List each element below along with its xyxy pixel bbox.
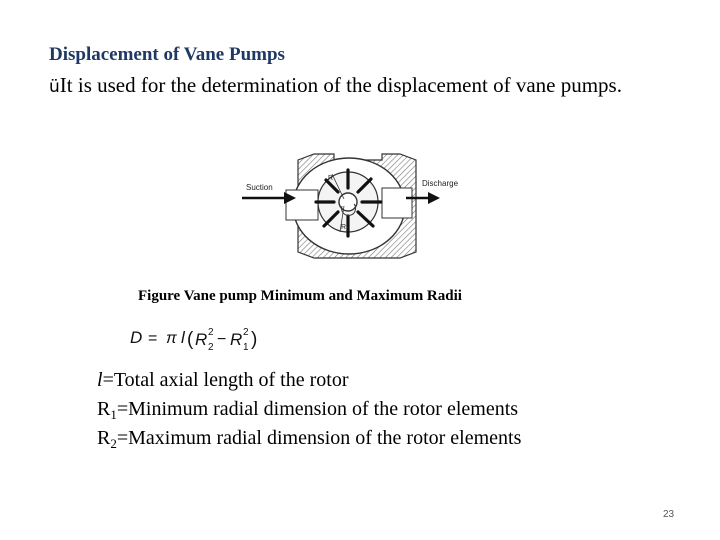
figure-caption: Figure Vane pump Minimum and Maximum Radii [138, 288, 462, 304]
bullet-point [49, 71, 689, 101]
formula-r2-exp: 2 [208, 327, 214, 338]
r1-symbol: R [97, 398, 111, 420]
displacement-formula [128, 323, 278, 353]
definition-r2 [97, 424, 521, 453]
checkmark-bullet-icon: ü [49, 77, 60, 97]
r2-definition-text: =Maximum radial dimension of the rotor elements [116, 427, 522, 449]
definition-l [97, 366, 521, 395]
l-symbol: l [97, 369, 103, 391]
formula-r2: R [195, 330, 208, 349]
l-definition-text: =Total axial length of the rotor [102, 369, 349, 391]
formula-lhs: D [130, 328, 143, 347]
bullet-text: It is used for the determination of the displacement of vane pumps. [59, 73, 622, 97]
r1-subscript: 1 [110, 407, 117, 422]
r2-label: $R_2$ [341, 224, 349, 233]
formula-pi: π [166, 330, 177, 347]
definition-r1 [97, 395, 521, 424]
discharge-port [382, 188, 412, 218]
formula-open-paren: ( [187, 329, 194, 350]
slide-title: Displacement of Vane Pumps [49, 44, 285, 65]
formula-r1: R [230, 330, 243, 349]
formula-equals: = [148, 330, 158, 347]
discharge-arrowhead-icon [428, 192, 440, 204]
formula-minus: − [217, 331, 227, 348]
r2-symbol: R [97, 427, 111, 449]
vane-pump-diagram [236, 152, 468, 260]
page-number: 23 [663, 509, 675, 520]
suction-label: Suction [246, 183, 273, 192]
discharge-label: Discharge [422, 179, 459, 188]
formula-r1-sub: 1 [243, 342, 249, 353]
r1-label: R [328, 175, 334, 182]
formula-r1-exp: 2 [243, 327, 249, 338]
formula-r2-sub: 2 [208, 342, 214, 353]
formula-l: l [181, 328, 185, 347]
formula-close-paren: ) [251, 329, 258, 350]
suction-port [286, 190, 318, 220]
r1-definition-text: =Minimum radial dimension of the rotor elements [116, 398, 519, 420]
r2-subscript: 2 [110, 436, 117, 451]
variable-definitions [97, 366, 521, 453]
